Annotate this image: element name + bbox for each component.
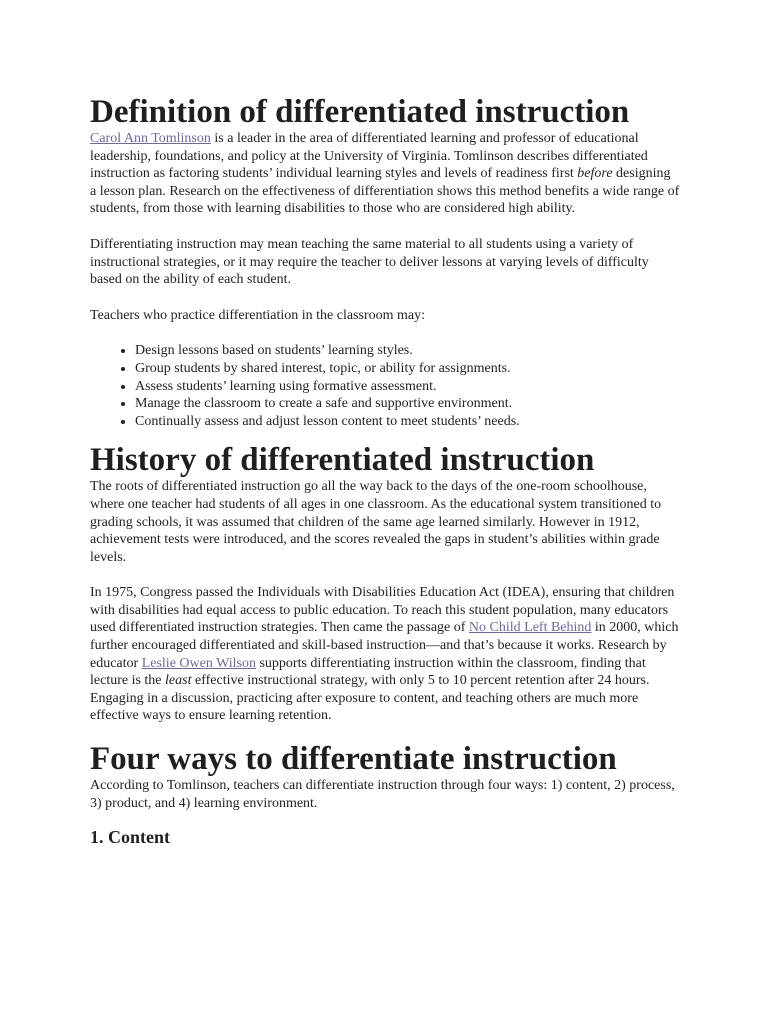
link-carol-ann-tomlinson[interactable]: Carol Ann Tomlinson xyxy=(90,131,211,146)
history-text-b: in 2000, which further encouraged differentiated and skill-based instruction—and that’s because it works. Research by educator xyxy=(90,620,679,671)
link-leslie-owen-wilson[interactable]: Leslie Owen Wilson xyxy=(141,655,256,671)
emphasis-least: least xyxy=(165,673,192,689)
history-text-d: effective instructional strategy, with only 5 to 10 percent retention after 24 hours. Engaging in a discussion, practicing after exposure to content, and teaching others are much more effective ways to ensure learning retention. xyxy=(90,673,650,724)
list-item: • Continually assess and adjust lesson content to meet students’ needs. xyxy=(135,413,680,431)
list-item: • Group students by shared interest, topic, or ability for assignments. xyxy=(135,360,680,378)
definition-paragraph-1 xyxy=(90,130,680,218)
practices-list xyxy=(90,342,680,430)
subheading-content: 1. Content xyxy=(90,827,170,848)
link-no-child-left-behind[interactable]: No Child Left Behind xyxy=(468,620,592,636)
definition-paragraph-2: Differentiating instruction may mean teaching the same material to all students using a variety of instructional strategies, or it may require the teacher to deliver lessons at varying levels of difficulty based on the ability of each student. xyxy=(90,236,649,288)
four-ways-paragraph-1: According to Tomlinson, teachers can differentiate instruction through four ways: 1) content, 2) process, 3) product, and 4) learning environment. xyxy=(90,778,675,811)
heading-definition: Definition of differentiated instruction xyxy=(90,94,630,130)
definition-text-b: designing a lesson plan. Research on the effectiveness of differentiation shows this method benefits a wide range of students, from those with learning disabilities to those who are considered high ability. xyxy=(90,166,680,217)
history-text-c: supports differentiating instruction within the classroom, finding that lecture is the xyxy=(90,655,646,689)
list-item: • Design lessons based on students’ learning styles. xyxy=(135,342,680,360)
history-paragraph-1: The roots of differentiated instruction go all the way back to the days of the one-room schoolhouse, where one teacher had students of all ages in one classroom. As the educational system transitioned to grading schools, it was assumed that children of the same age learned similarly. However in 1912, achievement tests were introduced, and the scores revealed the gaps in student’s abilities within grade levels. xyxy=(90,479,662,565)
definition-paragraph-3: Teachers who practice differentiation in the classroom may: xyxy=(90,307,426,323)
heading-four-ways: Four ways to differentiate instruction xyxy=(90,741,617,778)
definition-text-a: is a leader in the area of differentiated learning and professor of educational leadership, foundations, and policy at the University of Virginia. Tomlinson describes differentiated instruction as factoring students’ individual learning styles and levels of readiness first xyxy=(90,131,648,182)
history-paragraph-2 xyxy=(90,584,680,725)
history-section xyxy=(90,442,680,725)
document-page xyxy=(90,94,680,848)
four-ways-section xyxy=(90,741,680,848)
list-item: • Assess students’ learning using formative assessment. xyxy=(135,378,680,396)
emphasis-before: before xyxy=(577,166,613,182)
list-item: • Manage the classroom to create a safe and supportive environment. xyxy=(135,395,680,413)
history-text-a: In 1975, Congress passed the Individuals with Disabilities Education Act (IDEA), ensuring that children with disabilities had equal access to public education. To reach this student population, many educators used differentiated instruction strategies. Then came the passage of xyxy=(90,585,675,636)
heading-history: History of differentiated instruction xyxy=(90,442,595,479)
